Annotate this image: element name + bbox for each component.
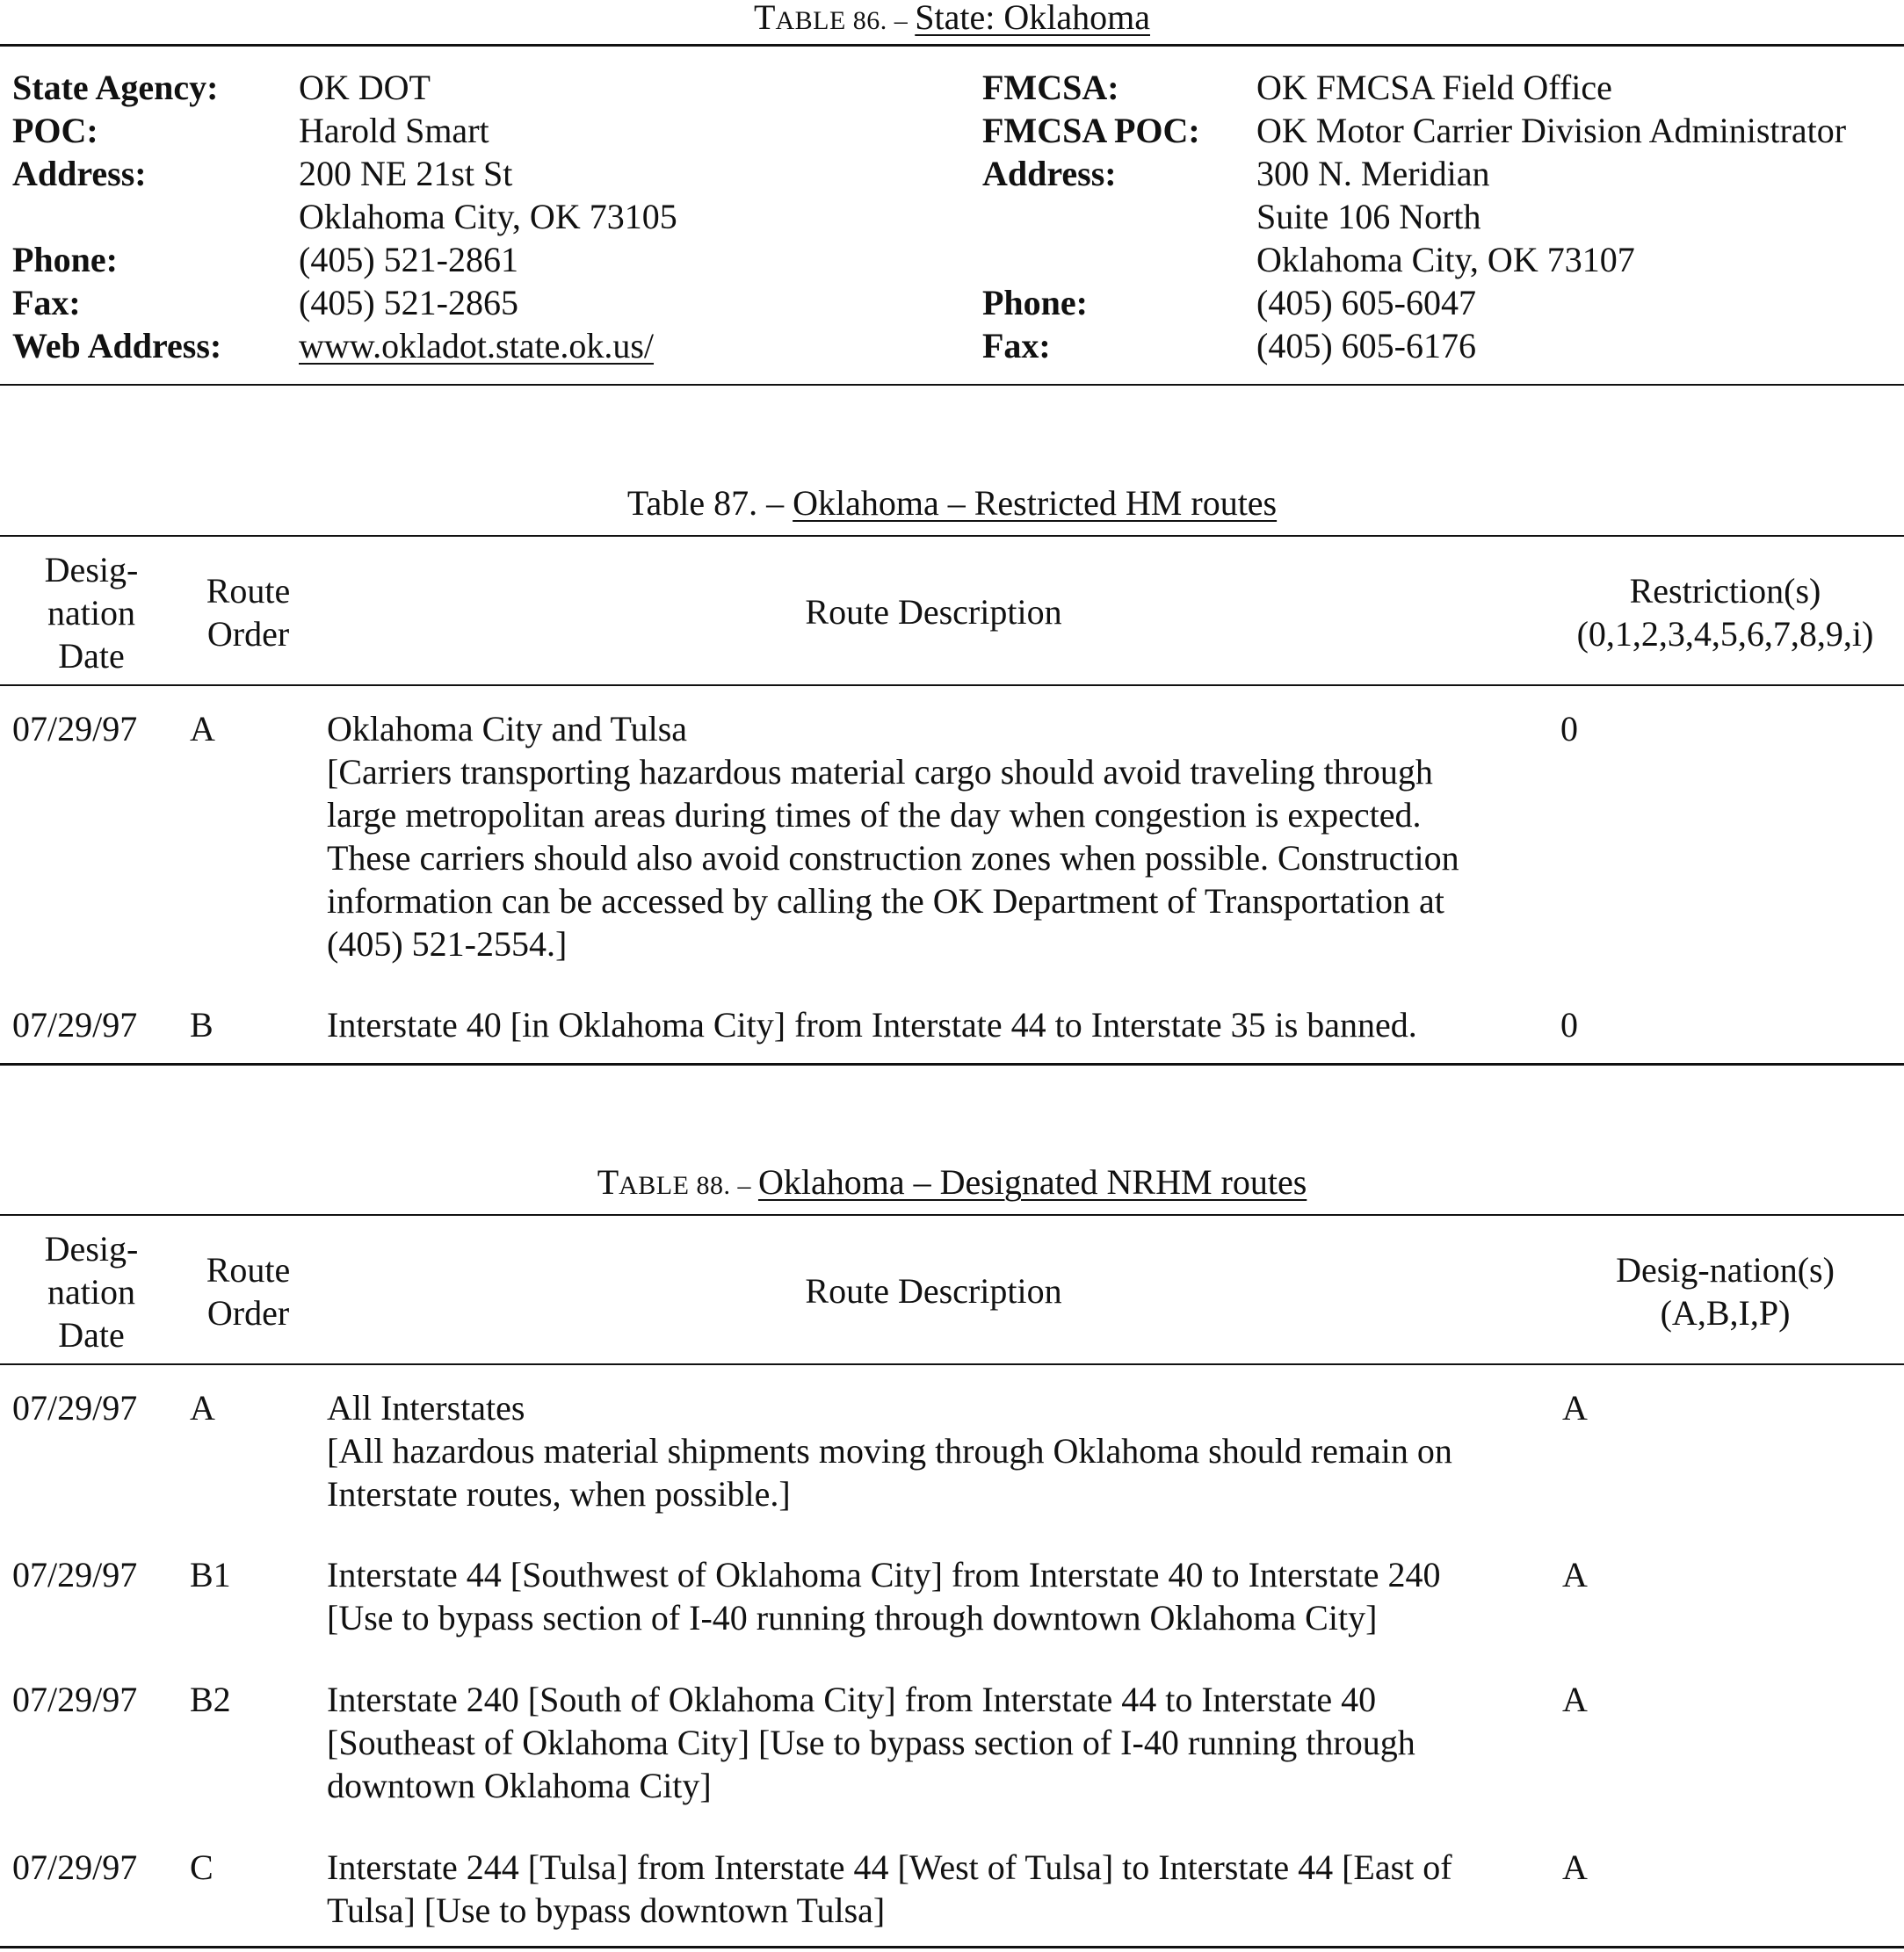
poc-label: POC:: [12, 111, 98, 150]
row-order: A: [190, 1388, 215, 1428]
table88-top-rule: [0, 1214, 1904, 1216]
description-line: Interstate 240 [South of Oklahoma City] from Interstate 44 to Interstate 40: [327, 1680, 1377, 1719]
table87-header-date: [12, 548, 170, 677]
description-line: [Use to bypass section of I-40 running through downtown Oklahoma City]: [327, 1598, 1378, 1638]
fmcsa-poc-value: OK Motor Carrier Division Administrator: [1256, 111, 1847, 150]
row-description: [327, 1846, 1452, 1932]
row-date: 07/29/97: [12, 1005, 138, 1045]
address-line-1: 200 NE 21st St: [299, 154, 513, 193]
description-line: information can be accessed by calling the OK Department of Transportation at: [327, 881, 1444, 921]
header-order-line-1: Route: [206, 1250, 291, 1290]
row-date: 07/29/97: [12, 1680, 138, 1719]
description-line: large metropolitan areas during times of the day when congestion is expected.: [327, 795, 1422, 835]
description-line: All Interstates: [327, 1388, 525, 1428]
table86-caption-prefix: ABLE 86. –: [775, 6, 916, 35]
table88-header-designation: [1546, 1248, 1904, 1334]
row-description: [327, 1678, 1415, 1807]
header-date-line-3: Date: [58, 636, 125, 676]
table87-bottom-rule: [0, 1063, 1904, 1066]
header-order-line-1: Route: [206, 571, 291, 611]
row-order: B2: [190, 1680, 231, 1719]
address-line-2: Oklahoma City, OK 73105: [299, 197, 677, 236]
header-date-line-3: Date: [58, 1315, 125, 1355]
table86-top-rule: [0, 44, 1904, 47]
table88-caption-prefix-t: T: [597, 1162, 619, 1202]
row-order: C: [190, 1847, 214, 1887]
description-line: Interstate 244 [Tulsa] from Interstate 44 [West of Tulsa] to Interstate 44 [East of: [327, 1847, 1452, 1887]
fax-label: Fax:: [12, 283, 81, 322]
row-date: 07/29/97: [12, 1388, 138, 1428]
description-line: [Southeast of Oklahoma City] [Use to bypass section of I-40 running through: [327, 1723, 1415, 1762]
fmcsa-poc-label: FMCSA POC:: [982, 111, 1200, 150]
row-order: B: [190, 1005, 214, 1045]
row-description: [327, 1553, 1440, 1639]
description-line: Interstate 44 [Southwest of Oklahoma City] from Interstate 40 to Interstate 240: [327, 1555, 1441, 1594]
row-description: [327, 1003, 1417, 1046]
header-restriction-line-2: (0,1,2,3,4,5,6,7,8,9,i): [1576, 614, 1874, 654]
row-description: [327, 1386, 1452, 1515]
table88-bottom-rule: [0, 1946, 1904, 1948]
header-date-line-1: Desig-: [44, 1229, 139, 1269]
description-line: (405) 521-2554.]: [327, 924, 568, 964]
table87-header-description: [325, 590, 1542, 633]
table87-header-order: [176, 569, 321, 655]
table87-top-rule: [0, 535, 1904, 537]
poc-value: Harold Smart: [299, 111, 489, 150]
state-agency-label: State Agency:: [12, 68, 219, 107]
fmcsa-address-label-cont-2: [982, 238, 1200, 281]
table87-header-restriction: [1546, 569, 1904, 655]
address-label-continued: [12, 195, 221, 238]
description-line: Interstate 40 [in Oklahoma City] from Interstate 44 to Interstate 35 is banned.: [327, 1005, 1417, 1045]
row-designation: A: [1562, 1555, 1588, 1594]
table86-caption-title: State: Oklahoma: [915, 0, 1150, 37]
row-designation: A: [1562, 1388, 1588, 1428]
fmcsa-value: OK FMCSA Field Office: [1256, 68, 1612, 107]
table86-left-values: [299, 66, 677, 367]
header-date-line-2: nation: [47, 1272, 135, 1312]
table88-caption-title: Oklahoma – Designated NRHM routes: [757, 1162, 1307, 1202]
row-restriction: 0: [1560, 1005, 1578, 1045]
table88-header-date: [12, 1227, 170, 1356]
web-address-link[interactable]: www.okladot.state.ok.us/: [299, 326, 655, 365]
phone-label: Phone:: [12, 240, 118, 279]
table88-header-description: [325, 1269, 1542, 1312]
description-line: These carriers should also avoid construction zones when possible. Construction: [327, 838, 1459, 878]
table88-caption-prefix: ABLE 88. –: [619, 1171, 758, 1200]
table87-header-rule: [0, 684, 1904, 686]
address-label: Address:: [12, 154, 147, 193]
table88-header-order: [176, 1248, 321, 1334]
fmcsa-address-line-2: Suite 106 North: [1256, 197, 1481, 236]
fmcsa-fax-label: Fax:: [982, 326, 1051, 365]
header-date-line-2: nation: [47, 593, 135, 633]
phone-value: (405) 521-2861: [299, 240, 518, 279]
table86-left-labels: [12, 66, 221, 367]
description-line: [All hazardous material shipments moving through Oklahoma should remain on: [327, 1431, 1452, 1471]
row-date: 07/29/97: [12, 709, 138, 748]
header-order-line-2: Order: [206, 614, 290, 654]
fmcsa-address-line-3: Oklahoma City, OK 73107: [1256, 240, 1635, 279]
table87-caption-title: Oklahoma – Restricted HM routes: [793, 483, 1278, 523]
table87-caption: [0, 484, 1904, 523]
fmcsa-phone-label: Phone:: [982, 283, 1088, 322]
fmcsa-address-label: Address:: [982, 154, 1117, 193]
state-agency-value: OK DOT: [299, 68, 431, 107]
row-restriction: 0: [1560, 709, 1578, 748]
header-description: Route Description: [805, 592, 1062, 632]
header-designation-line-2: (A,B,I,P): [1660, 1293, 1791, 1333]
header-order-line-2: Order: [206, 1293, 290, 1333]
description-line: downtown Oklahoma City]: [327, 1766, 712, 1805]
table86-right-labels: [982, 66, 1200, 367]
row-order: A: [190, 709, 215, 748]
table88-caption: [0, 1163, 1904, 1205]
header-description: Route Description: [805, 1271, 1062, 1311]
fmcsa-address-line-1: 300 N. Meridian: [1256, 154, 1490, 193]
table86-bottom-rule: [0, 384, 1904, 386]
row-designation: A: [1562, 1847, 1588, 1887]
header-designation-line-1: Desig-nation(s): [1616, 1250, 1835, 1290]
row-description: [327, 707, 1459, 965]
description-line: [Carriers transporting hazardous material cargo should avoid traveling through: [327, 752, 1433, 792]
table86-caption: [0, 0, 1904, 40]
header-date-line-1: Desig-: [44, 550, 139, 589]
table87-caption-prefix: Table 87. –: [626, 483, 793, 523]
fmcsa-phone-value: (405) 605-6047: [1256, 283, 1476, 322]
row-order: B1: [190, 1555, 231, 1594]
table88-header-rule: [0, 1363, 1904, 1365]
fax-value: (405) 521-2865: [299, 283, 518, 322]
row-date: 07/29/97: [12, 1555, 138, 1594]
web-address-label: Web Address:: [12, 326, 222, 365]
table86-caption-prefix-t: T: [754, 0, 776, 37]
fmcsa-label: FMCSA:: [982, 68, 1119, 107]
row-date: 07/29/97: [12, 1847, 138, 1887]
description-line: Tulsa] [Use to bypass downtown Tulsa]: [327, 1891, 886, 1930]
table86-right-values: [1256, 66, 1846, 367]
fmcsa-address-label-cont-1: [982, 195, 1200, 238]
fmcsa-fax-value: (405) 605-6176: [1256, 326, 1476, 365]
header-restriction-line-1: Restriction(s): [1629, 571, 1821, 611]
row-designation: A: [1562, 1680, 1588, 1719]
description-line: Oklahoma City and Tulsa: [327, 709, 688, 748]
description-line: Interstate routes, when possible.]: [327, 1474, 791, 1514]
